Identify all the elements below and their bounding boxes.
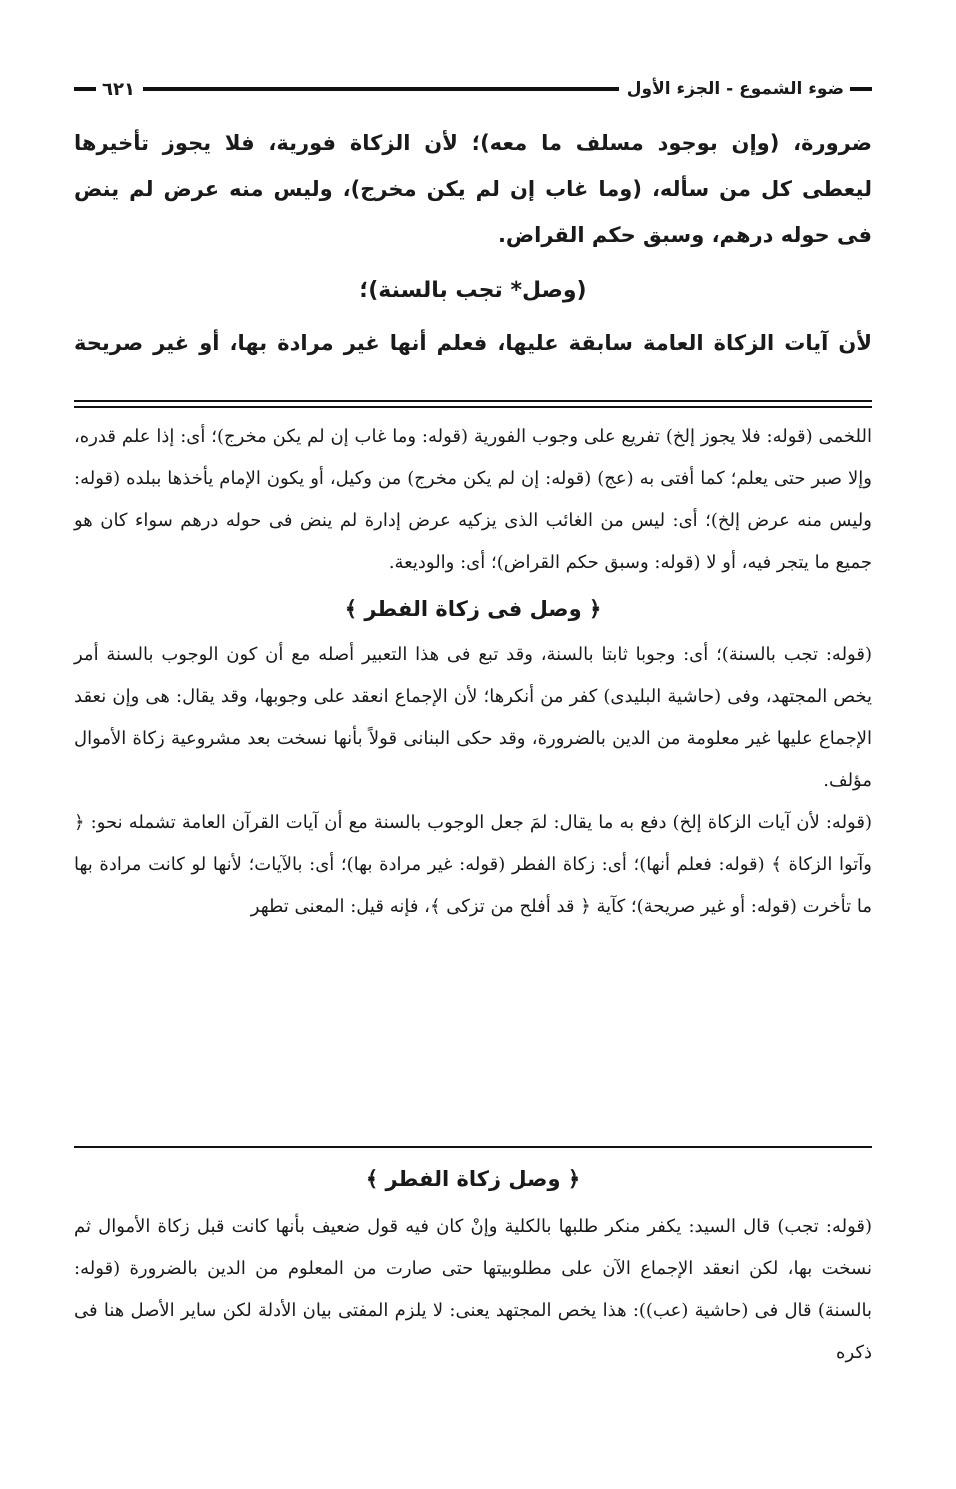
running-title: ضوء الشموع - الجزء الأول [626, 79, 844, 99]
footnote-divider [74, 1146, 872, 1148]
matn-section-heading: (وصل* تجب بالسنة)؛ [359, 278, 587, 303]
hashiya-text-block [74, 1152, 872, 1374]
sharh-paragraph: اللخمى (قوله: فلا يجوز إلخ) تفريع على وجوب الفورية (قوله: وما غاب إن لم يكن مخرج)؛ أى: إذا علم قدره، وإلا صبر حتى يعلم؛ كما أفتى به (عج) (قوله: إن لم يكن مخرج) من وكيل، أو يكون الإمام يأخذها ببلده (قوله: وليس منه عرض إلخ)؛ أى: ليس من الغائب الذى يزكيه عرض إدارة لم ينض فى حوله درهم سواء كان هو جميع ما يتجر فيه، أو لا (قوله: وسبق حكم القراض)؛ أى: والوديعة. [74, 426, 872, 573]
matn-text-block [74, 120, 872, 366]
header-rule [143, 87, 619, 91]
running-header [74, 74, 872, 104]
sharh-text-block [74, 416, 872, 928]
sharh-paragraph: (قوله: لأن آيات الزكاة إلخ) دفع به ما يقال: لمَ جعل الوجوب بالسنة مع أن آيات القرآن العامة تشمله نحو: ﴿ وآتوا الزكاة ﴾ (قوله: فعلم أنها)؛ أى: زكاة الفطر (قوله: غير مرادة بها)؛ أى: بالآيات؛ لأنها لو كانت مرادة بها ما تأخرت (قوله: أو غير صريحة)؛ كآية ﴿ قد أفلح من تزكى ﴾، فإنه قيل: المعنى تطهر [74, 812, 872, 917]
header-dash [74, 87, 96, 91]
double-divider [74, 400, 872, 412]
divider-line [74, 400, 872, 402]
hashiya-section-heading: ﴿ وصل زكاة الفطر ﴾ [365, 1167, 581, 1191]
divider-line [74, 406, 872, 408]
page-number: ٦٢١ [102, 78, 135, 100]
hashiya-paragraph: (قوله: تجب) قال السيد: يكفر منكر طلبها بالكلية وإنْ كان فيه قول ضعيف بأنها كانت قبل زكاة الأموال ثم نسخت بها، لكن انعقد الإجماع الآن على مطلوبيتها حتى صارت من المعلوم من الدين بالضرورة (قوله: بالسنة) قال فى (حاشية (عب)): هذا يخص المجتهد يعنى: لا يلزم المفتى بيان الأدلة لكن ساير الأصل هنا فى ذكره [74, 1216, 872, 1363]
header-dash [850, 87, 872, 91]
matn-paragraph: لأن آيات الزكاة العامة سابقة عليها، فعلم أنها غير مرادة بها، أو غير صريحة [74, 331, 872, 355]
matn-paragraph: ضرورة، (وإن بوجود مسلف ما معه)؛ لأن الزكاة فورية، فلا يجوز تأخيرها ليعطى كل من سأله، (وما غاب إن لم يكن مخرج)، وليس منه عرض لم ينض فى حوله درهم، وسبق حكم القراض. [74, 131, 872, 247]
sharh-section-heading: ﴿ وصل فى زكاة الفطر ﴾ [344, 597, 602, 621]
sharh-paragraph: (قوله: تجب بالسنة)؛ أى: وجوبا ثابتا بالسنة، وقد تبع فى هذا التعبير أصله مع أن كون الوجوب بالسنة أمر يخص المجتهد، وفى (حاشية البليدى) كفر من أنكرها؛ لأن الإجماع انعقد على وجوبها، وقد يقال: هى وإن نعقد الإجماع عليها غير معلومة من الدين بالضرورة، وقد حكى البنانى قولاً بأنها نسخت بعد مشروعية زكاة الأموال مؤلف. [74, 644, 872, 791]
